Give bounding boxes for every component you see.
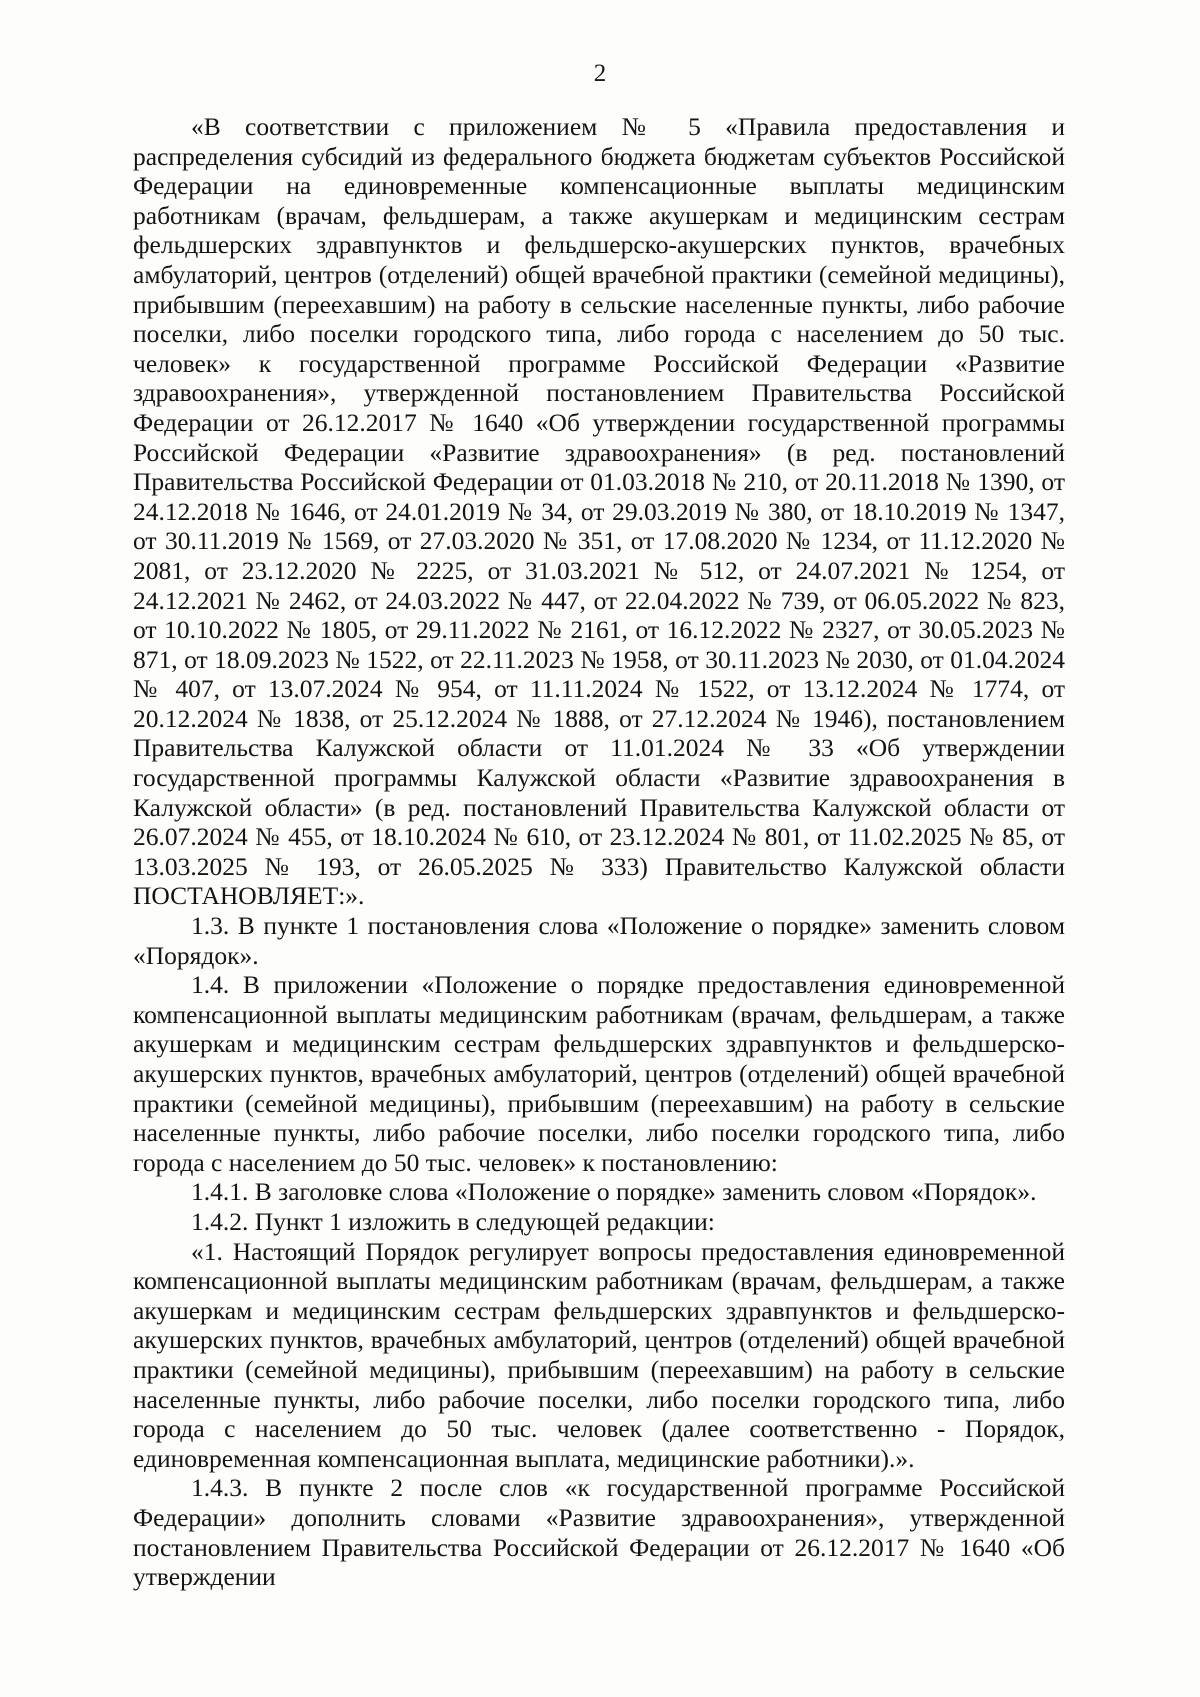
page-number: 2 — [593, 60, 607, 87]
paragraph-1-3: 1.3. В пункте 1 постановления слова «Положение о порядке» заменить словом «Порядок». — [133, 911, 1065, 970]
paragraph-1-4: 1.4. В приложении «Положение о порядке предоставления единовременной компенсационной выплаты медицинским работникам (врачам, фельдшерам, а также акушеркам и медицинским сестрам фельдшерских здравпунктов и фельдшерско-акушерских пунктов, врачебных амбулаторий, центров (отделений) общей врачебной практики (семейной медицины), прибывшим (переехавшим) на работу в сельские населенные пункты, либо рабочие поселки, либо поселки городского типа, либо города с населением до 50 тыс. человек» к постановлению: — [133, 970, 1065, 1177]
paragraph-1-4-3: 1.4.3. В пункте 2 после слов «к государственной программе Российской Федерации» дополнить словами «Развитие здравоохранения», утвержденной постановлением Правительства Российской Федерации от 26.12.2017 № 1640 «Об утверждении — [133, 1473, 1065, 1592]
paragraph-1-4-1: 1.4.1. В заголовке слова «Положение о порядке» заменить словом «Порядок». — [191, 1177, 1037, 1207]
document-body — [133, 112, 1065, 1592]
paragraph-new-clause-1: «1. Настоящий Порядок регулирует вопросы предоставления единовременной компенсационной выплаты медицинским работникам (врачам, фельдшерам, а также акушеркам и медицинским сестрам фельдшерских здравпунктов и фельдшерско-акушерских пунктов, врачебных амбулаторий, центров (отделений) общей врачебной практики (семейной медицины), прибывшим (переехавшим) на работу в сельские населенные пункты, либо рабочие поселки, либо поселки городского типа, либо города с населением до 50 тыс. человек (далее соответственно - Порядок, единовременная компенсационная выплата, медицинские работники).». — [133, 1236, 1065, 1473]
paragraph-preamble-quote: «В соответствии с приложением № 5 «Правила предоставления и распределения субсидий из федерального бюджета бюджетам субъектов Российской Федерации на единовременные компенсационные выплаты медицинским работникам (врачам, фельдшерам, а также акушеркам и медицинским сестрам фельдшерских здравпунктов и фельдшерско-акушерских пунктов, врачебных амбулаторий, центров (отделений) общей врачебной практики (семейной медицины), прибывшим (переехавшим) на работу в сельские населенные пункты, либо рабочие поселки, либо поселки городского типа, либо города с населением до 50 тыс. человек» к государственной программе Российской Федерации «Развитие здравоохранения», утвержденной постановлением Правительства Российской Федерации от 26.12.2017 № 1640 «Об утверждении государственной программы Российской Федерации «Развитие здравоохранения» (в ред. постановлений Правительства Российской Федерации от 01.03.2018 № 210, от 20.11.2018 № 1390, от 24.12.2018 № 1646, от 24.01.2019 № 34, от 29.03.2019 № 380, от 18.10.2019 № 1347, от 30.11.2019 № 1569, от 27.03.2020 № 351, от 17.08.2020 № 1234, от 11.12.2020 № 2081, от 23.12.2020 № 2225, от 31.03.2021 № 512, от 24.07.2021 № 1254, от 24.12.2021 № 2462, от 24.03.2022 № 447, от 22.04.2022 № 739, от 06.05.2022 № 823, от 10.10.2022 № 1805, от 29.11.2022 № 2161, от 16.12.2022 № 2327, от 30.05.2023 № 871, от 18.09.2023 № 1522, от 22.11.2023 № 1958, от 30.11.2023 № 2030, от 01.04.2024 № 407, от 13.07.2024 № 954, от 11.11.2024 № 1522, от 13.12.2024 № 1774, от 20.12.2024 № 1838, от 25.12.2024 № 1888, от 27.12.2024 № 1946), постановлением Правительства Калужской области от 11.01.2024 № 33 «Об утверждении государственной программы Калужской области «Развитие здравоохранения в Калужской области» (в ред. постановлений Правительства Калужской области от 26.07.2024 № 455, от 18.10.2024 № 610, от 23.12.2024 № 801, от 11.02.2025 № 85, от 13.03.2025 № 193, от 26.05.2025 № 333) Правительство Калужской области ПОСТАНОВЛЯЕТ:». — [133, 112, 1065, 911]
paragraph-1-4-2: 1.4.2. Пункт 1 изложить в следующей редакции: — [191, 1206, 715, 1236]
